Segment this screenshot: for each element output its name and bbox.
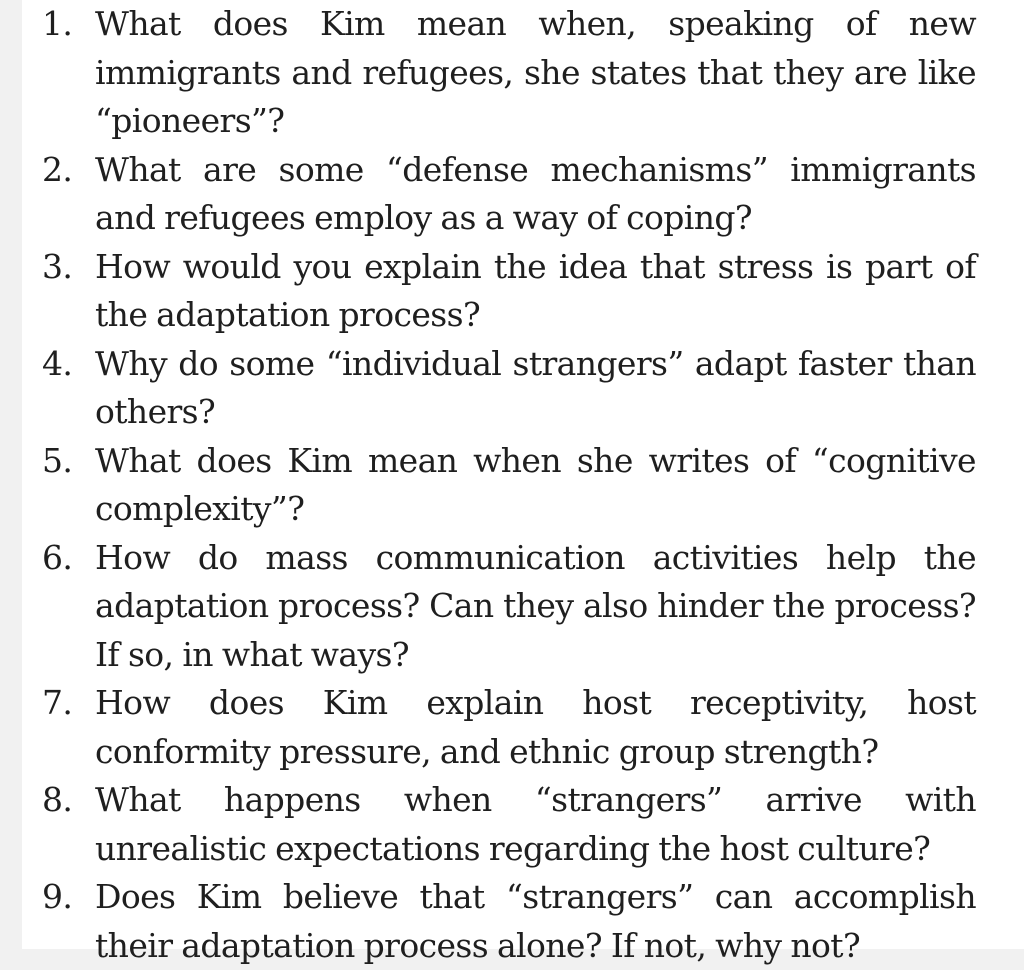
question-number: 7. bbox=[42, 683, 73, 722]
question-item bbox=[22, 776, 976, 873]
question-text: What are some “defense mechanisms” immigrants and refugees employ as a way of coping? bbox=[95, 149, 976, 237]
question-number: 2. bbox=[42, 149, 73, 189]
question-item bbox=[22, 146, 976, 243]
question-text: What does Kim mean when, speaking of new immigrants and refugees, she states that they are like “pioneers”? bbox=[95, 4, 976, 140]
question-item bbox=[22, 679, 976, 776]
question-text: What does Kim mean when she writes of “cognitive complexity”? bbox=[95, 440, 976, 528]
question-number: 9. bbox=[42, 877, 73, 916]
discussion-questions-list bbox=[22, 0, 1024, 970]
question-text: Does Kim believe that “strangers” can accomplish their adaptation process alone? If not, why not? bbox=[95, 877, 976, 965]
question-item bbox=[22, 534, 976, 680]
document-page bbox=[22, 0, 1024, 965]
question-item bbox=[22, 873, 976, 970]
question-number: 6. bbox=[42, 537, 73, 577]
question-text: What happens when “strangers” arrive with unrealistic expectations regarding the host culture? bbox=[95, 780, 976, 868]
question-text: How do mass communication activities help the adaptation process? Can they also hinder the process? If so, in what ways? bbox=[95, 537, 976, 674]
question-number: 5. bbox=[42, 440, 73, 480]
question-text: How would you explain the idea that stress is part of the adaptation process? bbox=[95, 246, 976, 334]
question-item bbox=[22, 437, 976, 534]
question-number: 8. bbox=[42, 780, 73, 819]
question-number: 3. bbox=[42, 246, 73, 286]
question-text: How does Kim explain host receptivity, host conformity pressure, and ethnic group strength? bbox=[95, 683, 976, 771]
question-item bbox=[22, 340, 976, 437]
question-text: Why do some “individual strangers” adapt faster than others? bbox=[95, 343, 976, 431]
question-number: 4. bbox=[42, 343, 73, 383]
question-item bbox=[22, 0, 976, 146]
question-item bbox=[22, 243, 976, 340]
question-number: 1. bbox=[42, 4, 73, 43]
